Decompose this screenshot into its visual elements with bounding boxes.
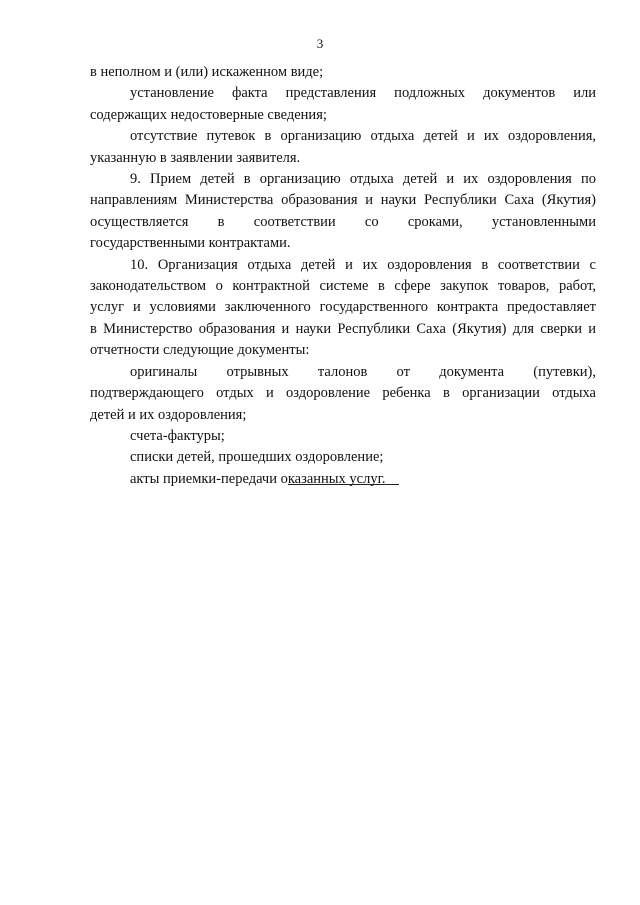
text-line: услуг и условиями заключенного государственного контракта предоставляет <box>90 299 596 316</box>
text-line: 9. Прием детей в организацию отдыха детей и их оздоровления по <box>130 171 596 188</box>
text-line: отсутствие путевок в организацию отдыха детей и их оздоровления, <box>130 128 596 145</box>
text-line: в Министерство образования и науки Республики Саха (Якутия) для сверки и <box>90 320 596 337</box>
document-body <box>90 62 596 490</box>
end-separator-line <box>288 484 399 485</box>
text-line: государственными контрактами. <box>90 235 291 252</box>
text-line: содержащих недостоверные сведения; <box>90 106 327 123</box>
text-line: установление факта представления подложных документов или <box>130 85 596 102</box>
text-line: отчетности следующие документы: <box>90 342 310 359</box>
text-line: списки детей, прошедших оздоровление; <box>130 449 384 466</box>
text-line: в неполном и (или) искаженном виде; <box>90 64 324 80</box>
page-number: 3 <box>316 36 324 51</box>
text-line: направлениям Министерства образования и науки Республики Саха (Якутия) <box>90 192 596 209</box>
text-line: 10. Организация отдыха детей и их оздоровления в соответствии с <box>130 256 596 273</box>
text-line: подтверждающего отдых и оздоровление ребенка в организации отдыха <box>90 385 596 402</box>
text-line: осуществляется в соответствии со сроками, установленными <box>90 213 596 230</box>
text-line: счета-фактуры; <box>130 427 225 444</box>
text-line: оригиналы отрывных талонов от документа (путевки), <box>130 363 596 380</box>
text-line: акты приемки-передачи оказанных услуг. <box>130 470 386 487</box>
text-line: законодательством о контрактной системе в сфере закупок товаров, работ, <box>90 278 596 295</box>
text-line: указанную в заявлении заявителя. <box>90 149 301 166</box>
text-line: детей и их оздоровления; <box>90 406 247 423</box>
